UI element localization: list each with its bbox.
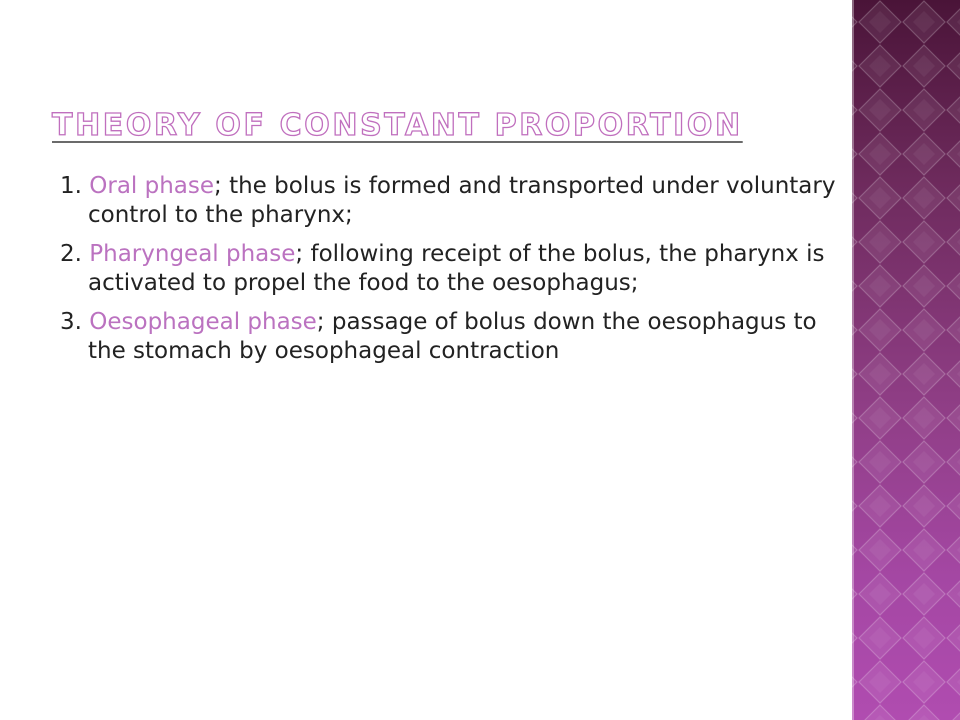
phase-term: Oesophageal phase — [89, 309, 317, 335]
diamond-pattern-icon — [852, 0, 960, 720]
list-item — [60, 240, 840, 298]
phase-list — [60, 172, 840, 376]
point-number: 1. — [60, 173, 82, 199]
phase-description: ; following receipt of the bolus, the pharynx is activated to propel the food to the oesophagus; — [88, 241, 825, 296]
point-number: 2. — [60, 241, 82, 267]
phase-term: Oral phase — [89, 173, 215, 199]
phase-description: ; the bolus is formed and transported under voluntary control to the pharynx; — [88, 173, 836, 228]
decorative-side-panel — [852, 0, 960, 720]
point-number: 3. — [60, 309, 82, 335]
phase-term: Pharyngeal phase — [89, 241, 296, 267]
list-item — [60, 172, 840, 230]
slide-title: THEORY OF CONSTANT PROPORTION — [52, 108, 743, 143]
phase-description: ; passage of bolus down the oesophagus to the stomach by oesophageal contraction — [88, 309, 817, 364]
list-item — [60, 308, 840, 366]
